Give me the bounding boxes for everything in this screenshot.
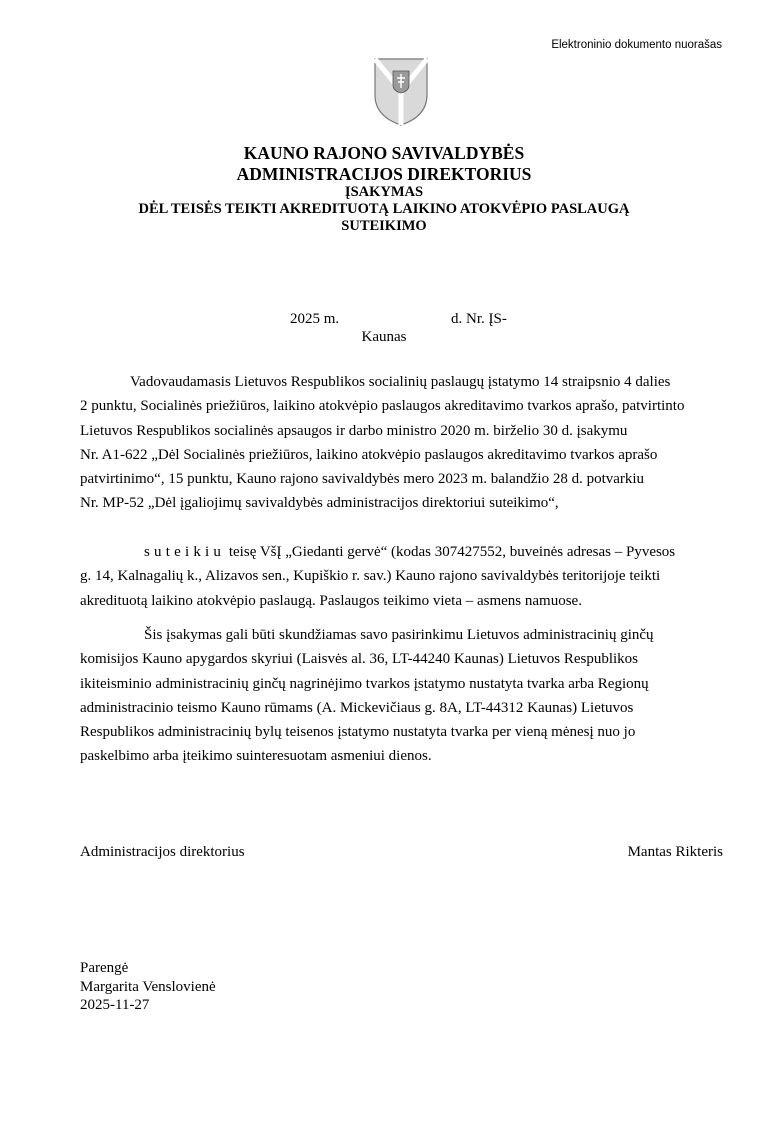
paragraph-line: Nr. A1-622 „Dėl Socialinės priežiūros, laikino atokvėpio paslaugos akreditavimo tvarkos aprašo bbox=[80, 446, 658, 463]
preparer-name: Margarita Venslovienė bbox=[80, 978, 216, 995]
coat-of-arms-icon bbox=[373, 57, 429, 127]
prepared-date: 2025-11-27 bbox=[80, 997, 150, 1013]
document-place: Kaunas bbox=[361, 329, 407, 345]
paragraph-line: ikiteisminio administracinių ginčų nagrinėjimo tvarkos įstatymo nustatyta tvarka arba Regionų bbox=[80, 675, 649, 692]
prepared-label: Parengė bbox=[80, 960, 129, 976]
paragraph-decision bbox=[80, 540, 725, 613]
institution-name: KAUNO RAJONO SAVIVALDYBĖS bbox=[243, 143, 525, 163]
signer-name: Mantas Rikteris bbox=[627, 844, 723, 860]
paragraph-line: paskelbimo arba įteikimo suinteresuotam asmeniui dienos. bbox=[80, 748, 432, 765]
paragraph-line: teisę VšĮ „Giedanti gervė“ (kodas 307427552, buveinės adresas – Pyvesos bbox=[225, 544, 676, 560]
paragraph-line: Nr. MP-52 „Dėl įgaliojimų savivaldybės administracijos direktoriui suteikimo“, bbox=[80, 495, 559, 512]
paragraph-line: Lietuvos Respublikos socialinės apsaugos ir darbo ministro 2020 m. birželio 30 d. įsakymu bbox=[80, 422, 628, 439]
electronic-copy-note: Elektroninio dokumento nuorašas bbox=[551, 39, 722, 51]
signature-block bbox=[80, 844, 723, 861]
paragraph-line: administracinio teismo Kauno rūmams (A. Mickevičiaus g. 8A, LT-44312 Kaunas) Lietuvos bbox=[80, 699, 634, 716]
paragraph-line: komisijos Kauno apygardos skyriui (Laisvės al. 36, LT-44240 Kaunas) Lietuvos Respublikos bbox=[80, 651, 639, 668]
paragraph-line: Šis įsakymas gali būti skundžiamas savo pasirinkimu Lietuvos administracinių ginčų bbox=[144, 627, 654, 643]
paragraph-line: akredituotą laikino atokvėpio paslaugą. Paslaugos teikimo vieta – asmens namuose. bbox=[80, 592, 582, 609]
institution-subtitle: ADMINISTRACIJOS DIREKTORIUS bbox=[236, 164, 532, 184]
decision-verb: suteikiu bbox=[144, 544, 226, 560]
document-subject: DĖL TEISĖS TEIKTI AKREDITUOTĄ LAIKINO ATOKVĖPIO PASLAUGĄ bbox=[138, 201, 630, 217]
prepared-by-block bbox=[80, 959, 216, 1015]
document-number: d. Nr. ĮS- bbox=[451, 311, 507, 327]
document-year: 2025 m. bbox=[290, 311, 340, 327]
paragraph-line: g. 14, Kalnagalių k., Alizavos sen., Kupiškio r. sav.) Kauno rajono savivaldybės teritorijoje teikti bbox=[80, 568, 661, 585]
paragraph-appeal bbox=[80, 623, 725, 769]
paragraph-line: patvirtinimo“, 15 punktu, Kauno rajono savivaldybės mero 2023 m. balandžio 28 d. potvarkiu bbox=[80, 471, 645, 488]
paragraph-legal-basis bbox=[80, 370, 725, 516]
document-subject-cont: SUTEIKIMO bbox=[341, 218, 427, 234]
paragraph-line: Vadovaudamasis Lietuvos Respublikos socialinių paslaugų įstatymo 14 straipsnio 4 dalies bbox=[130, 374, 671, 390]
document-type: ĮSAKYMAS bbox=[344, 184, 424, 200]
signer-position: Administracijos direktorius bbox=[80, 844, 245, 860]
paragraph-line: 2 punktu, Socialinės priežiūros, laikino atokvėpio paslaugos akreditavimo tvarkos aprašo, patvirtinto bbox=[80, 398, 685, 415]
paragraph-line: Respublikos administracinių bylų teisenos įstatymo nustatyta tvarka per vieną mėnesį nuo jo bbox=[80, 724, 636, 741]
